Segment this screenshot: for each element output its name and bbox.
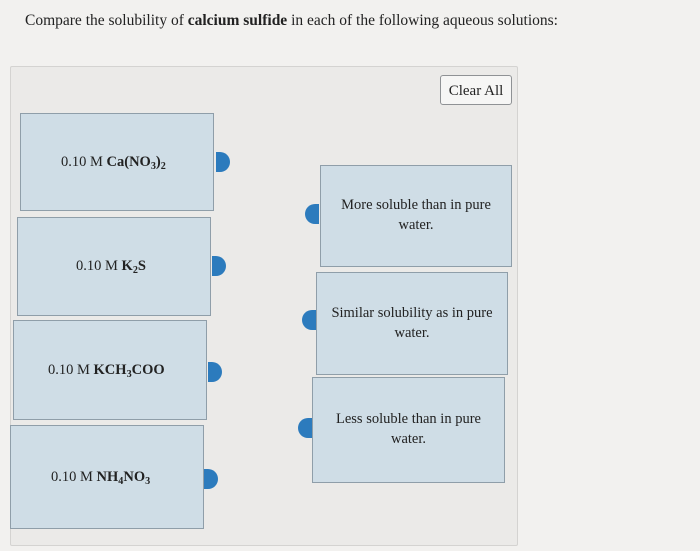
category-similar-solubility[interactable] (316, 272, 508, 375)
question-prompt (25, 12, 558, 30)
drop-socket-similar-solubility[interactable] (302, 310, 316, 330)
solution-formula: $NH_4NO_3$ (96, 468, 151, 487)
question-compound: calcium sulfide (187, 12, 288, 29)
solution-formula: $K_2S$ (121, 258, 146, 276)
solution-label (21, 154, 213, 171)
solution-label: 0.10 M $NH_4NO_3$ (51, 468, 151, 487)
solution-label: 0.10 M $KCH_3COO$ (48, 361, 165, 380)
category-label: More soluble than in pure water. (341, 197, 491, 233)
solution-card-k2s[interactable] (17, 217, 211, 316)
solution-conc: 0.10 M (61, 153, 107, 170)
category-less-soluble[interactable] (312, 377, 505, 483)
question-suffix: in each of the following aqueous solutions: (287, 12, 558, 29)
solution-formula: $KCH_3COO$ (93, 361, 165, 380)
solution-card-nh4no3[interactable] (10, 425, 204, 529)
solution-formula: $Ca(NO_3)_2$ (106, 153, 166, 172)
solution-label: 0.10 M $K_2S$ (76, 258, 146, 276)
drop-socket-less-soluble[interactable] (298, 418, 312, 438)
clear-all-button[interactable]: Clear All (440, 75, 512, 105)
solution-card-kch3coo[interactable] (13, 320, 207, 420)
category-label: Similar solubility as in pure water. (331, 304, 493, 341)
question-prefix: Compare the solubility of (25, 12, 188, 29)
category-more-soluble[interactable] (320, 165, 512, 267)
drop-socket-more-soluble[interactable] (305, 204, 319, 224)
solution-card-ca-no3-2[interactable] (20, 113, 214, 211)
category-label: Less soluble than in pure water. (336, 411, 481, 447)
